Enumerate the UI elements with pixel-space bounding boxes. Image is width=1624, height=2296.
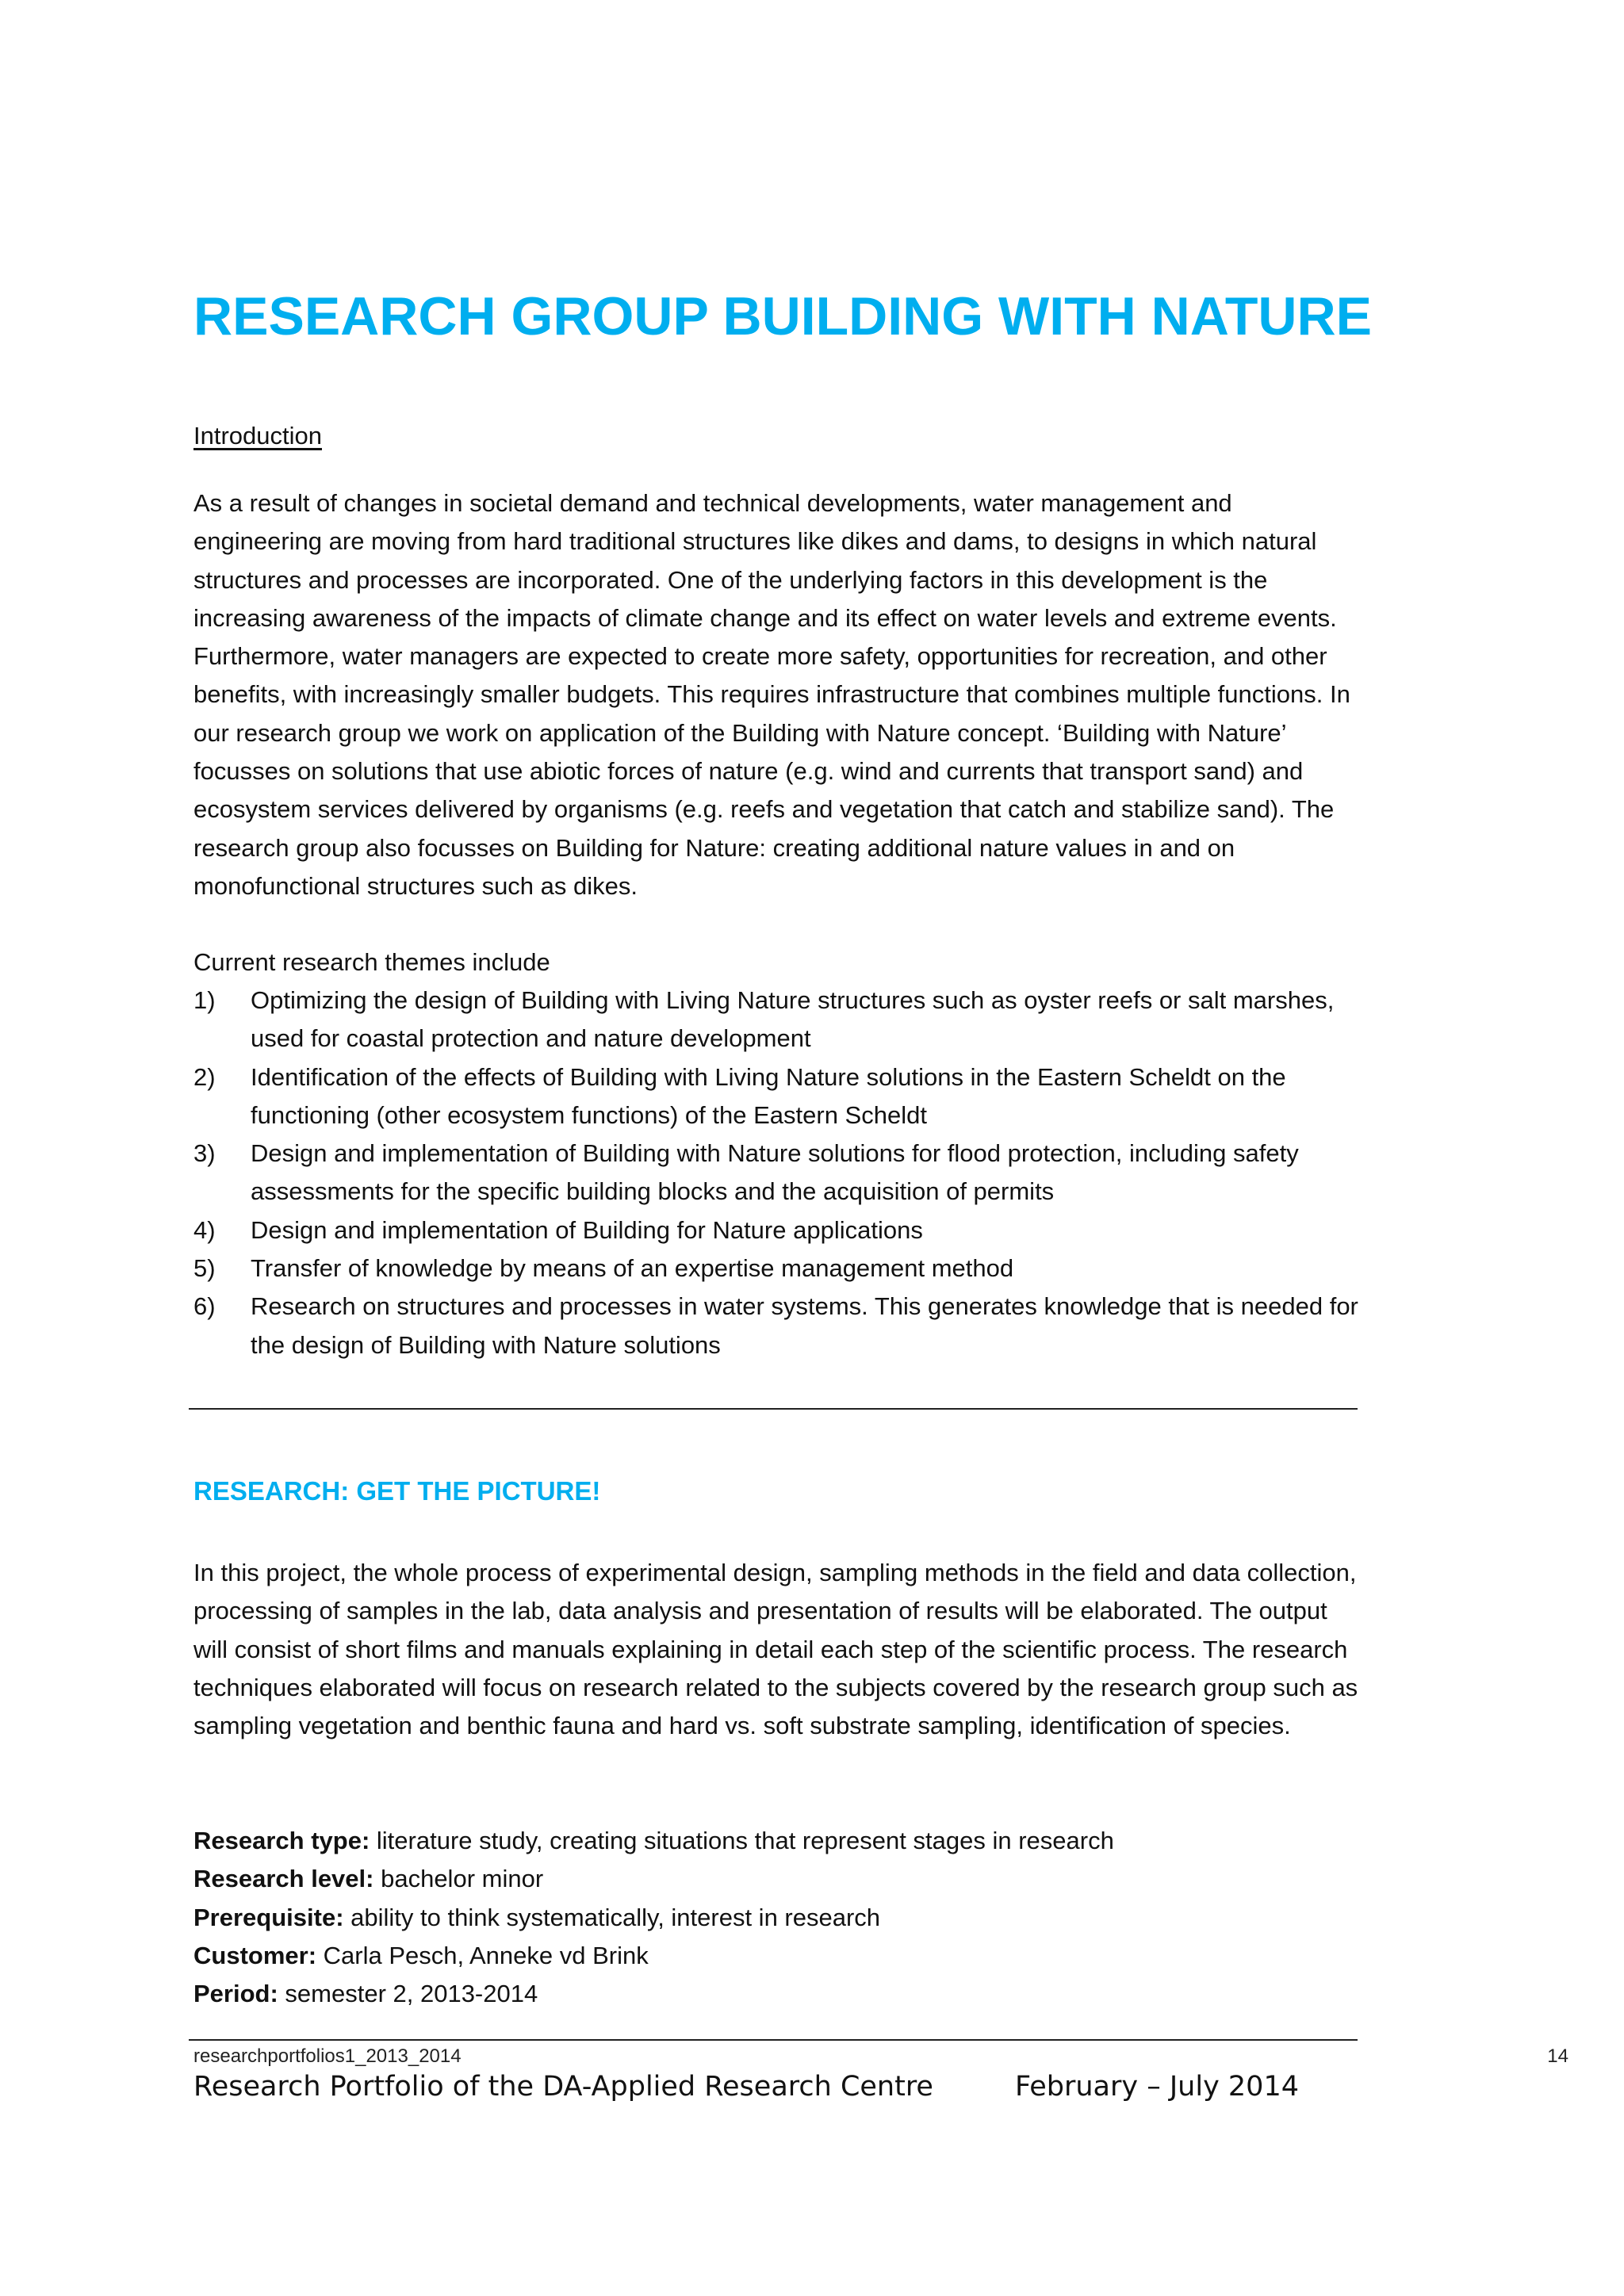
list-item-number: 3) — [193, 1139, 216, 1168]
research-themes-list — [193, 982, 1359, 1364]
list-item — [193, 1211, 1359, 1249]
detail-label: Customer: — [193, 1941, 317, 1969]
list-item-text: Research on structures and processes in water systems. This generates knowledge that is needed for the design of Building with Nature solutions — [251, 1292, 1358, 1359]
detail-period — [193, 1975, 1114, 2013]
detail-value: bachelor minor — [373, 1865, 544, 1893]
list-item — [193, 982, 1359, 1058]
detail-value: literature study, creating situations that represent stages in research — [370, 1827, 1114, 1854]
list-item-text: Transfer of knowledge by means of an expertise management method — [251, 1254, 1014, 1283]
list-item — [193, 1249, 1359, 1288]
introduction-heading: Introduction — [193, 422, 322, 450]
detail-value: Carla Pesch, Anneke vd Brink — [316, 1941, 649, 1969]
introduction-paragraph: As a result of changes in societal demand and technical developments, water management and engineering are moving from hard traditional structures like dikes and dams, to designs in which natural structures and processes are incorporated. One of the underlying factors in this development is the increasing awareness of the impacts of climate change and its effect on water levels and extreme events. Furthermore, water managers are expected to create more safety, opportunities for recreation, and other benefits, with increasingly smaller budgets. This requires infrastructure that combines multiple functions. In our research group we work on application of the Building with Nature concept. ‘Building with Nature’ focusses on solutions that use abiotic forces of nature (e.g. wind and currents that transport sand) and ecosystem services delivered by organisms (e.g. reefs and vegetation that catch and stabilize sand). The research group also focusses on Building for Nature: creating additional nature values in and on monofunctional structures such as dikes. — [193, 489, 1350, 900]
project-heading: RESEARCH: GET THE PICTURE! — [193, 1476, 601, 1506]
list-item-number: 2) — [193, 1062, 216, 1091]
detail-label: Period: — [193, 1980, 278, 2008]
detail-label: Research level: — [193, 1865, 374, 1893]
list-item-number: 4) — [193, 1215, 216, 1244]
footer-file-name: researchportfolios1_2013_2014 — [193, 2045, 462, 2067]
list-item-text: Design and implementation of Building with Nature solutions for flood protection, including safety assessments for the specific building blocks and the acquisition of permits — [251, 1139, 1299, 1206]
detail-prerequisite — [193, 1899, 1114, 1937]
detail-research-level — [193, 1860, 1114, 1898]
detail-value: semester 2, 2013-2014 — [278, 1980, 538, 2008]
detail-value: ability to think systematically, interest in research — [343, 1903, 881, 1931]
project-paragraph: In this project, the whole process of experimental design, sampling methods in the field and data collection, processing of samples in the lab, data analysis and presentation of results will be elaborated. The output will consist of short films and manuals explaining in detail each step of the scientific process. The research techniques elaborated will focus on research related to the subjects covered by the research group such as sampling vegetation and benthic fauna and hard vs. soft substrate sampling, identification of species. — [193, 1559, 1358, 1740]
footer-period: February – July 2014 — [1015, 2071, 1299, 2103]
list-item-number: 6) — [193, 1292, 216, 1321]
list-item-text: Design and implementation of Building for Nature applications — [251, 1215, 923, 1244]
list-item — [193, 1288, 1359, 1364]
list-item — [193, 1058, 1359, 1135]
list-item-number: 5) — [193, 1254, 216, 1283]
list-item — [193, 1135, 1359, 1211]
footer-portfolio-title: Research Portfolio of the DA-Applied Research Centre — [193, 2071, 933, 2103]
detail-customer — [193, 1937, 1114, 1975]
footer-divider — [189, 2039, 1358, 2041]
detail-research-type — [193, 1822, 1114, 1860]
themes-lead-text: Current research themes include — [193, 948, 550, 976]
page-title: RESEARCH GROUP BUILDING WITH NATURE — [193, 286, 1372, 346]
list-item-number: 1) — [193, 986, 216, 1014]
page-number: 14 — [1547, 2045, 1568, 2067]
list-item-text: Identification of the effects of Building with Living Nature solutions in the Eastern Scheldt on the functioning (other ecosystem functions) of the Eastern Scheldt — [251, 1062, 1286, 1129]
section-divider — [189, 1408, 1358, 1410]
project-details — [193, 1822, 1114, 2013]
list-item-text: Optimizing the design of Building with Living Nature structures such as oyster reefs or salt marshes, used for coastal protection and nature development — [251, 986, 1335, 1053]
detail-label: Prerequisite: — [193, 1903, 344, 1931]
detail-label: Research type: — [193, 1827, 370, 1854]
